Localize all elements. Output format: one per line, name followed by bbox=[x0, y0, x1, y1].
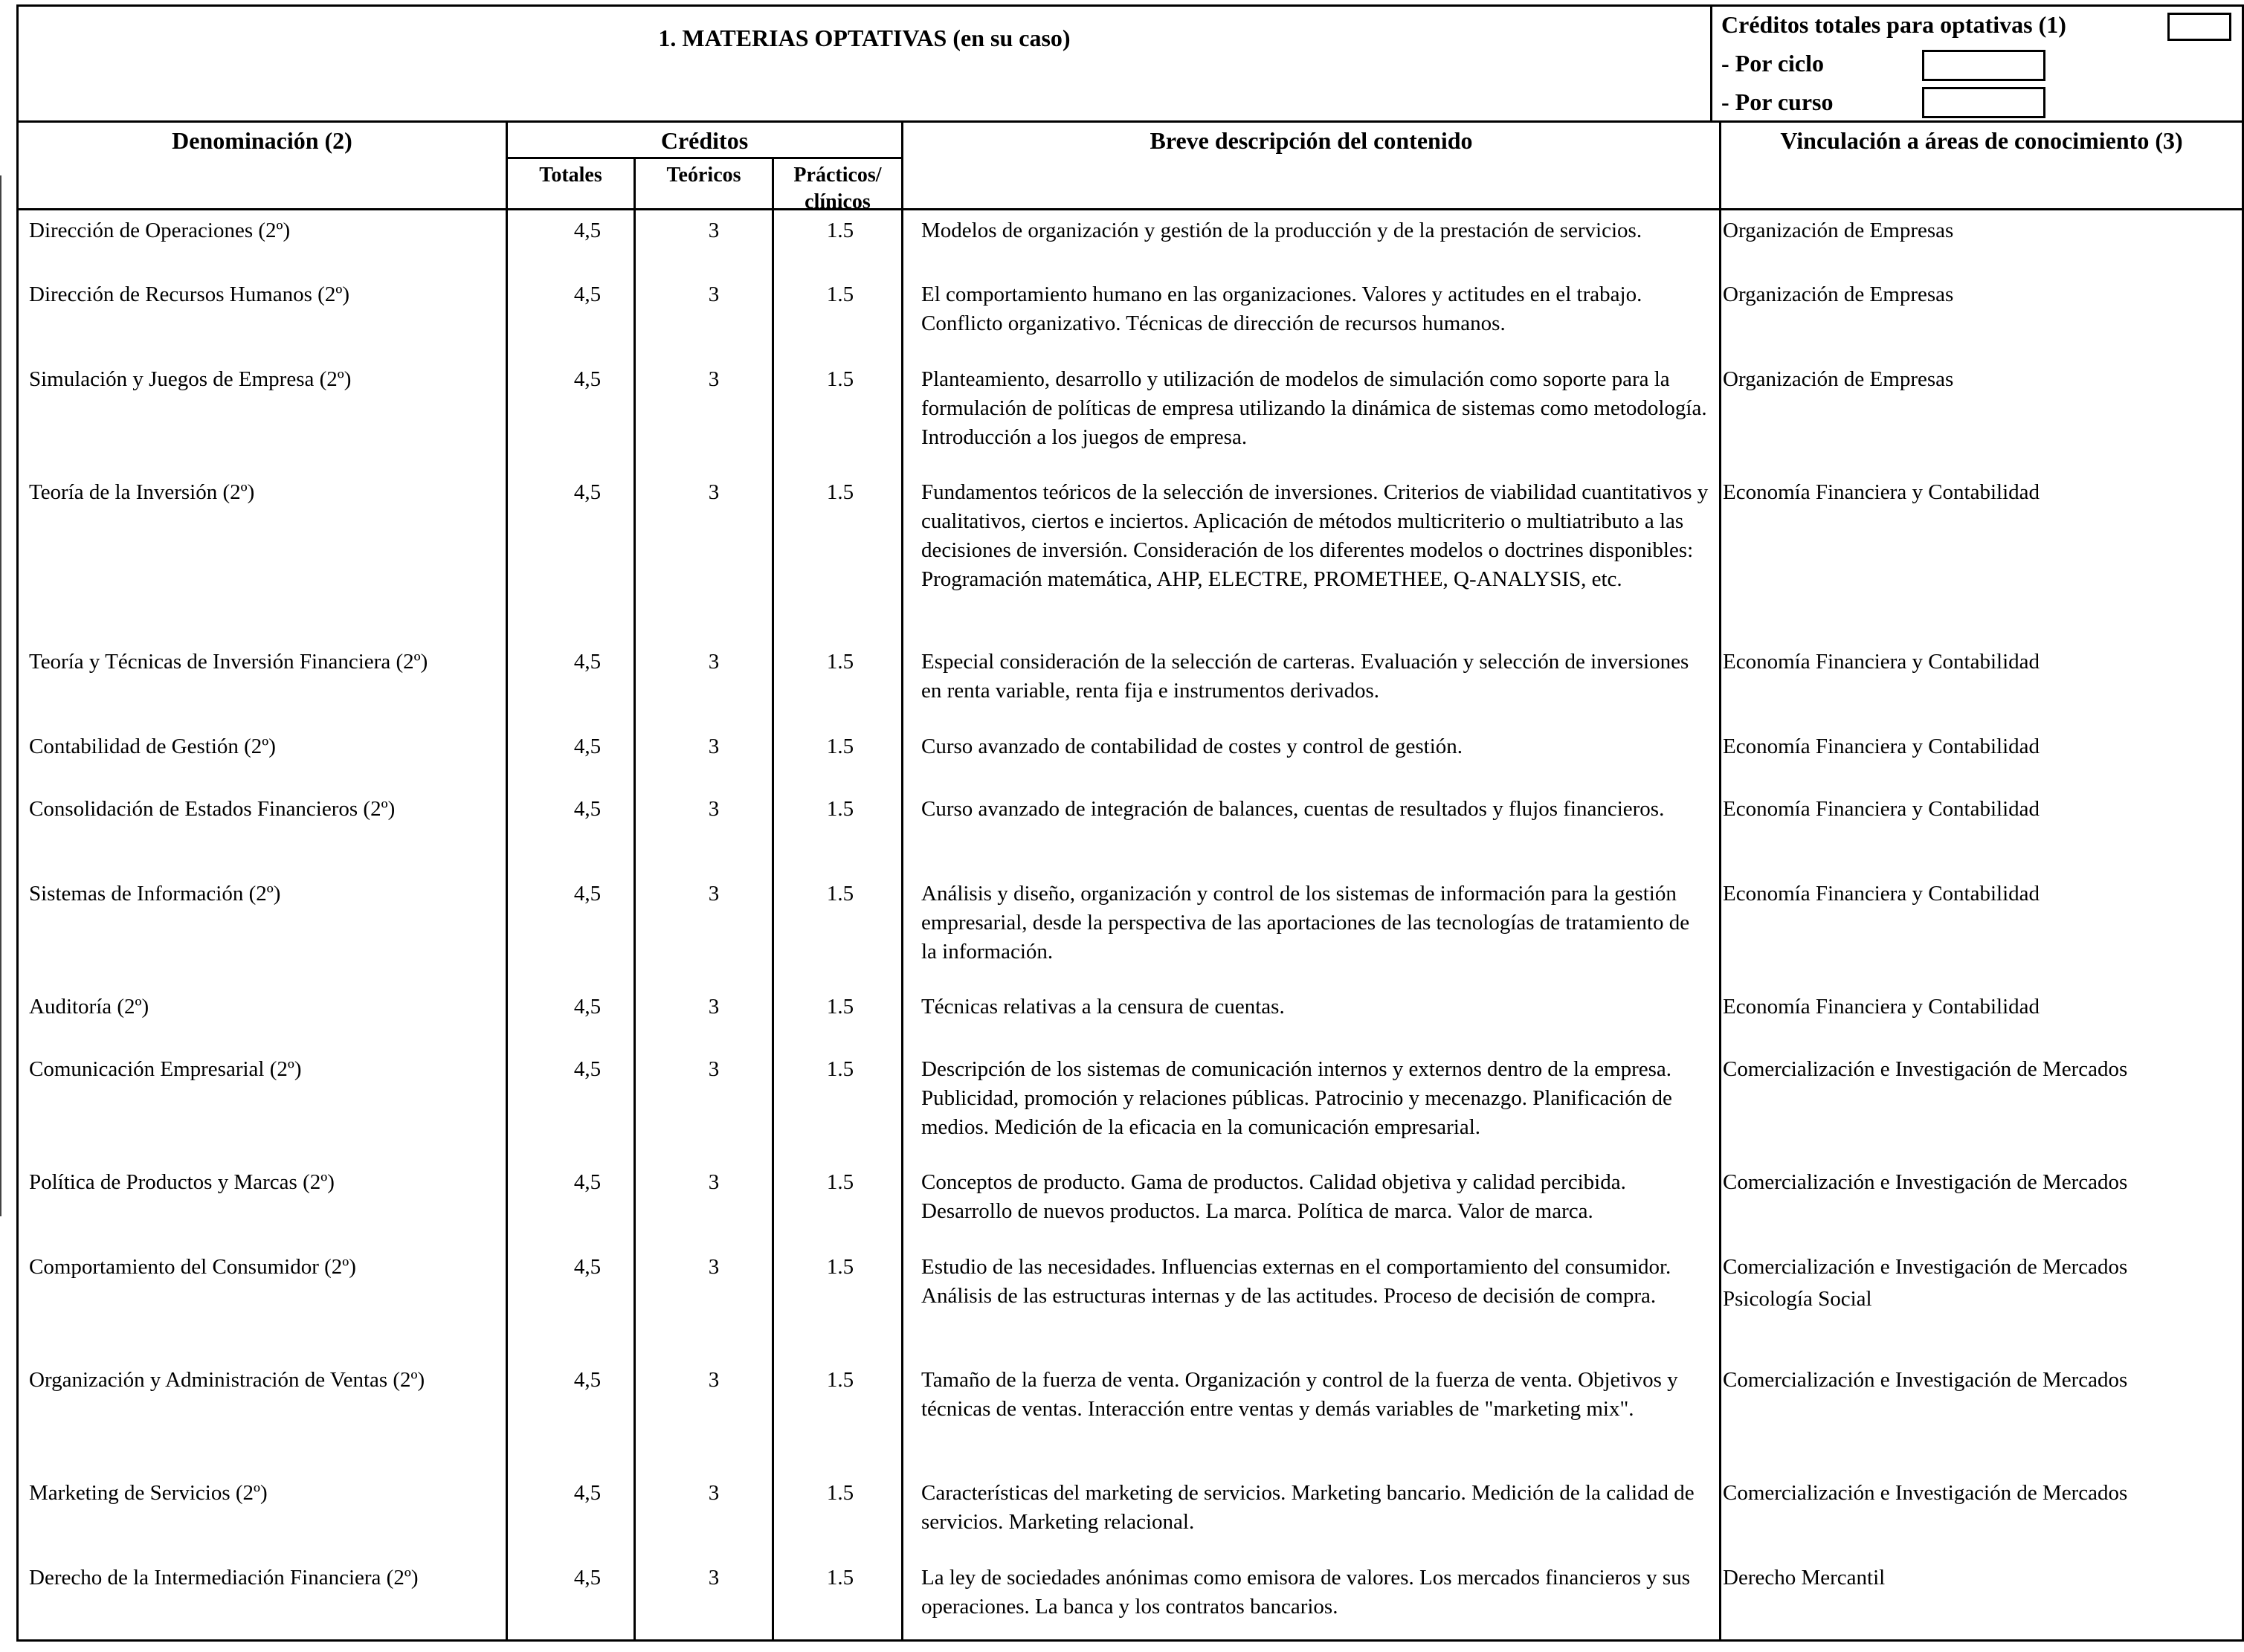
credits-theory: 3 bbox=[708, 1170, 720, 1194]
knowledge-area: Comercialización e Investigación de Mercados bbox=[1723, 1481, 2128, 1505]
course-name: Contabilidad de Gestión (2º) bbox=[29, 735, 276, 758]
knowledge-area: Organización de Empresas bbox=[1723, 367, 1954, 391]
credits-practice: 1.5 bbox=[826, 1255, 854, 1279]
knowledge-area bbox=[1723, 1253, 2236, 1314]
course-description: Estudio de las necesidades. Influencias externas en el comportamiento del consumidor. Análisis de las estructuras internas y de las actitudes. Proceso de decisión de compra. bbox=[921, 1255, 1671, 1308]
course-name: Teoría y Técnicas de Inversión Financiera (2º) bbox=[29, 650, 428, 674]
credits-theory: 3 bbox=[708, 882, 720, 906]
section-title: 1. MATERIAS OPTATIVAS (en su caso) bbox=[19, 7, 1712, 120]
course-description: Tamaño de la fuerza de venta. Organización y control de la fuerza de venta. Objetivos y técnicas de ventas. Interacción entre ventas y demás variables de "marketing mix". bbox=[921, 1368, 1678, 1421]
credits-theory: 3 bbox=[708, 283, 720, 306]
credits-total: 4,5 bbox=[573, 1170, 602, 1194]
course-name: Consolidación de Estados Financieros (2º) bbox=[29, 797, 396, 821]
credits-theory: 3 bbox=[708, 995, 720, 1019]
credits-total: 4,5 bbox=[573, 219, 602, 242]
course-description: Planteamiento, desarrollo y utilización de modelos de simulación como soporte para la formulación de políticas de empresa utilizando la dinámica de sistemas como metodología. Introducción a los juegos de empresa. bbox=[921, 367, 1707, 449]
knowledge-area: Economía Financiera y Contabilidad bbox=[1723, 650, 2040, 674]
knowledge-area-primary: Comercialización e Investigación de Mercados bbox=[1723, 1255, 2128, 1279]
credits-total: 4,5 bbox=[573, 480, 602, 504]
course-name: Comunicación Empresarial (2º) bbox=[29, 1057, 302, 1081]
credits-total: 4,5 bbox=[573, 735, 602, 758]
course-description: Fundamentos teóricos de la selección de inversiones. Criterios de viabilidad cuantitativos y cualitativos, ciertos e inciertos. Aplicación de métodos multicriterio o multiatributo a las decisiones de inversión. Consideración de los diferentes modelos o doctrines disponibles: Programación matemática, AHP, ELECTRE, PROMETHEE, Q-ANALYSIS, etc. bbox=[921, 480, 1709, 591]
credits-total: 4,5 bbox=[573, 1368, 602, 1392]
table-header-band bbox=[19, 7, 2242, 123]
knowledge-area: Economía Financiera y Contabilidad bbox=[1723, 735, 2040, 758]
credits-theory: 3 bbox=[708, 1057, 720, 1081]
credits-theory: 3 bbox=[708, 1566, 720, 1590]
course-name: Sistemas de Información (2º) bbox=[29, 882, 281, 906]
credits-theory: 3 bbox=[708, 1368, 720, 1392]
course-description: Especial consideración de la selección de carteras. Evaluación y selección de inversiones en renta variable, renta fija e instrumentos derivados. bbox=[921, 650, 1689, 703]
col-teoricos: Teóricos bbox=[636, 157, 774, 208]
column-divider bbox=[506, 210, 508, 1639]
por-ciclo-field[interactable] bbox=[1922, 50, 2045, 81]
credits-practice: 1.5 bbox=[826, 650, 854, 674]
course-description: Curso avanzado de contabilidad de costes y control de gestión. bbox=[921, 735, 1463, 758]
course-name: Auditoría (2º) bbox=[29, 995, 149, 1019]
course-description: La ley de sociedades anónimas como emisora de valores. Los mercados financieros y sus operaciones. La banca y los contratos bancarios. bbox=[921, 1566, 1691, 1619]
knowledge-area: Comercialización e Investigación de Mercados bbox=[1723, 1057, 2128, 1081]
credits-practice: 1.5 bbox=[826, 219, 854, 242]
credits-total: 4,5 bbox=[573, 283, 602, 306]
knowledge-area: Economía Financiera y Contabilidad bbox=[1723, 882, 2040, 906]
column-divider bbox=[633, 210, 636, 1639]
credits-total: 4,5 bbox=[573, 367, 602, 391]
credits-practice: 1.5 bbox=[826, 882, 854, 906]
column-divider bbox=[1719, 210, 1721, 1639]
col-totales: Totales bbox=[508, 157, 636, 208]
course-name: Derecho de la Intermediación Financiera (2º) bbox=[29, 1566, 419, 1590]
course-description: Análisis y diseño, organización y control de los sistemas de información para la gestión empresarial, desde la perspectiva de las aportaciones de las tecnologías de tratamiento de la información. bbox=[921, 882, 1690, 964]
course-description: El comportamiento humano en las organizaciones. Valores y actitudes en el trabajo. Conflicto organizativo. Técnicas de dirección de recursos humanos. bbox=[921, 283, 1642, 335]
col-denominacion: Denominación (2) bbox=[19, 123, 508, 208]
course-description: Conceptos de producto. Gama de productos. Calidad objetiva y calidad percibida. Desarrollo de nuevos productos. La marca. Política de marca. Valor de marca. bbox=[921, 1170, 1626, 1223]
credits-practice: 1.5 bbox=[826, 283, 854, 306]
course-description: Técnicas relativas a la censura de cuentas. bbox=[921, 995, 1285, 1019]
credits-theory: 3 bbox=[708, 650, 720, 674]
column-header bbox=[19, 123, 2242, 213]
por-curso-label: - Por curso bbox=[1721, 88, 1834, 115]
credits-total: 4,5 bbox=[573, 650, 602, 674]
credits-practice: 1.5 bbox=[826, 1057, 854, 1081]
knowledge-area: Economía Financiera y Contabilidad bbox=[1723, 995, 2040, 1019]
col-practicos: Prácticos/ clínicos bbox=[774, 157, 903, 208]
column-divider bbox=[772, 210, 774, 1639]
knowledge-area: Organización de Empresas bbox=[1723, 283, 1954, 306]
credits-practice: 1.5 bbox=[826, 480, 854, 504]
col-descripcion: Breve descripción del contenido bbox=[903, 123, 1721, 208]
course-name: Organización y Administración de Ventas (2º) bbox=[29, 1368, 425, 1392]
credits-practice: 1.5 bbox=[826, 995, 854, 1019]
col-creditos: Créditos bbox=[508, 123, 903, 157]
credits-theory: 3 bbox=[708, 735, 720, 758]
course-name: Comportamiento del Consumidor (2º) bbox=[29, 1255, 356, 1279]
credits-summary bbox=[1712, 7, 2242, 120]
credits-practice: 1.5 bbox=[826, 1368, 854, 1392]
por-ciclo-label: - Por ciclo bbox=[1721, 50, 1825, 77]
course-name: Dirección de Recursos Humanos (2º) bbox=[29, 283, 349, 306]
course-name: Simulación y Juegos de Empresa (2º) bbox=[29, 367, 352, 391]
credits-theory: 3 bbox=[708, 1255, 720, 1279]
credits-total-field[interactable] bbox=[2167, 13, 2231, 41]
course-table-page bbox=[16, 4, 2244, 1642]
course-name: Marketing de Servicios (2º) bbox=[29, 1481, 268, 1505]
knowledge-area: Comercialización e Investigación de Mercados bbox=[1723, 1368, 2128, 1392]
knowledge-area-secondary: Psicología Social bbox=[1723, 1287, 1872, 1311]
credits-total: 4,5 bbox=[573, 1566, 602, 1590]
col-vinculacion: Vinculación a áreas de conocimiento (3) bbox=[1780, 127, 2183, 154]
course-description: Modelos de organización y gestión de la producción y de la prestación de servicios. bbox=[921, 219, 1642, 242]
course-name: Dirección de Operaciones (2º) bbox=[29, 219, 291, 242]
course-name: Teoría de la Inversión (2º) bbox=[29, 480, 255, 504]
credits-practice: 1.5 bbox=[826, 797, 854, 821]
knowledge-area: Economía Financiera y Contabilidad bbox=[1723, 797, 2040, 821]
credits-theory: 3 bbox=[708, 367, 720, 391]
credits-practice: 1.5 bbox=[826, 1481, 854, 1505]
course-name: Política de Productos y Marcas (2º) bbox=[29, 1170, 335, 1194]
credits-theory: 3 bbox=[708, 1481, 720, 1505]
credits-total: 4,5 bbox=[573, 1255, 602, 1279]
course-description: Curso avanzado de integración de balances, cuentas de resultados y flujos financieros. bbox=[921, 797, 1665, 821]
credits-practice: 1.5 bbox=[826, 1170, 854, 1194]
credits-total-label: Créditos totales para optativas (1) bbox=[1721, 11, 2066, 38]
credits-total: 4,5 bbox=[573, 1481, 602, 1505]
credits-practice: 1.5 bbox=[826, 735, 854, 758]
credits-total: 4,5 bbox=[573, 995, 602, 1019]
knowledge-area: Economía Financiera y Contabilidad bbox=[1723, 480, 2040, 504]
knowledge-area: Comercialización e Investigación de Mercados bbox=[1723, 1170, 2128, 1194]
credits-practice: 1.5 bbox=[826, 367, 854, 391]
knowledge-area: Organización de Empresas bbox=[1723, 219, 1954, 242]
column-divider bbox=[901, 210, 903, 1639]
margin-line bbox=[0, 175, 1, 1216]
credits-total: 4,5 bbox=[573, 1057, 602, 1081]
course-description: Descripción de los sistemas de comunicación internos y externos dentro de la empresa. Publicidad, promoción y relaciones públicas. Patrocinio y mecenazgo. Planificación de medios. Medición de la eficacia en la comunicación empresarial. bbox=[921, 1057, 1672, 1139]
credits-theory: 3 bbox=[708, 797, 720, 821]
credits-total: 4,5 bbox=[573, 797, 602, 821]
knowledge-area: Derecho Mercantil bbox=[1723, 1566, 1886, 1590]
credits-theory: 3 bbox=[708, 480, 720, 504]
credits-total: 4,5 bbox=[573, 882, 602, 906]
course-description: Características del marketing de servicios. Marketing bancario. Medición de la calidad de servicios. Marketing relacional. bbox=[921, 1481, 1695, 1534]
credits-practice: 1.5 bbox=[826, 1566, 854, 1590]
credits-theory: 3 bbox=[708, 219, 720, 242]
por-curso-field[interactable] bbox=[1922, 87, 2045, 118]
